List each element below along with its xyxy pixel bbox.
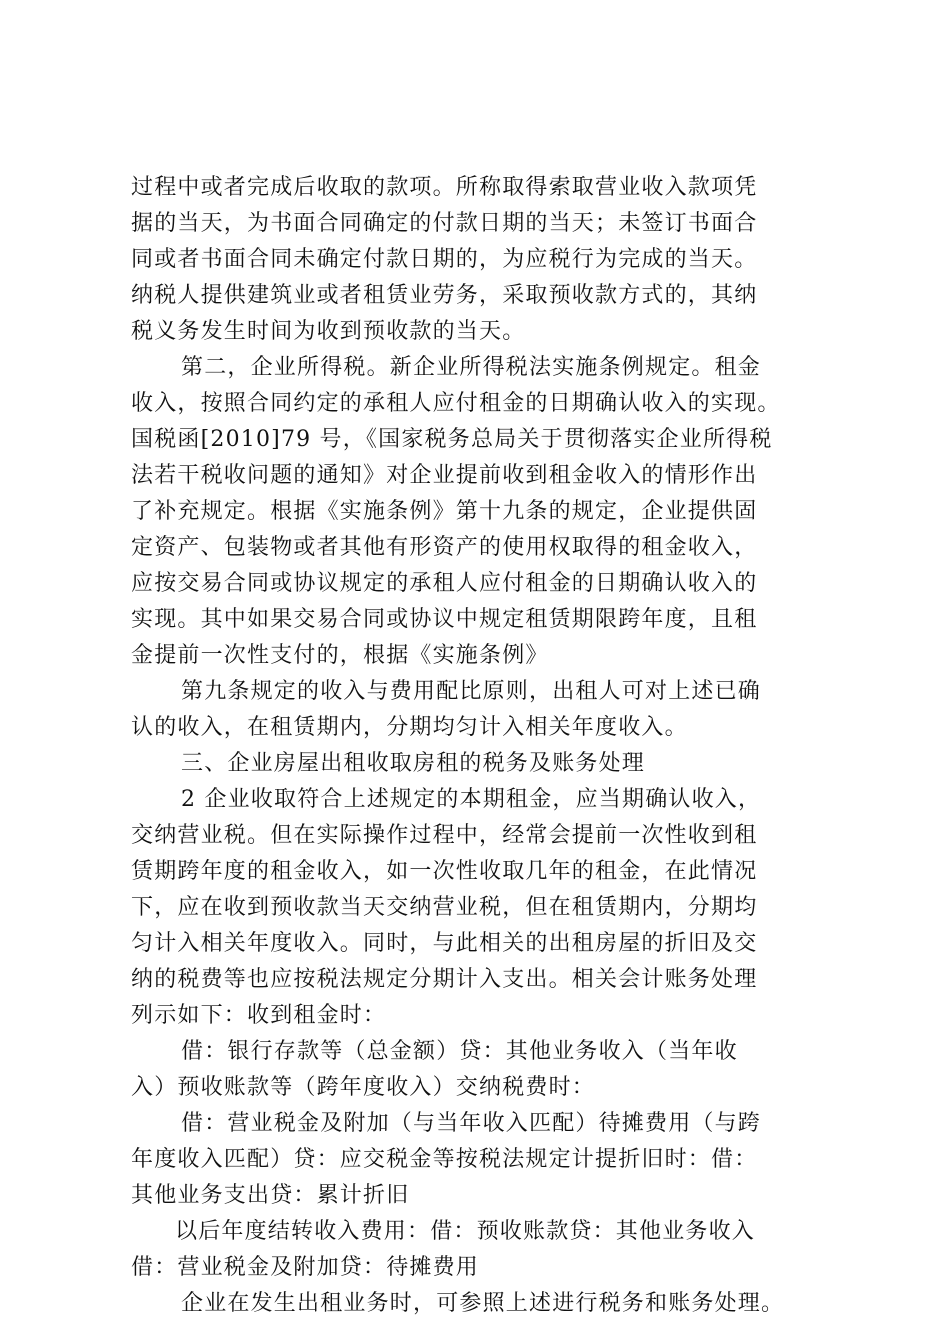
text-line: 列示如下：收到租金时： xyxy=(131,1003,387,1028)
text-line: 赁期跨年度的租金收入，如一次性收取几年的租金，在此情况 xyxy=(131,859,758,884)
paragraph-start-line: 借：营业税金及附加（与当年收入匹配）待摊费用（与跨 xyxy=(181,1111,762,1136)
text-line: 下，应在收到预收款当天交纳营业税，但在租赁期内，分期均 xyxy=(131,895,758,920)
text-line: 过程中或者完成后收取的款项。所称取得索取营业收入款项凭 xyxy=(131,175,758,200)
text-line: 定资产、包装物或者其他有形资产的使用权取得的租金收入， xyxy=(131,535,758,560)
text-line: 同或者书面合同未确定付款日期的，为应税行为完成的当天。 xyxy=(131,247,758,272)
paragraph-start-line: 企业在发生出租业务时，可参照上述进行税务和账务处理。 xyxy=(181,1291,785,1316)
text-line: 其他业务支出贷：累计折旧 xyxy=(131,1183,410,1208)
text-line: 法若干税收问题的通知》对企业提前收到租金收入的情形作出 xyxy=(131,463,758,488)
text-line: 纳税人提供建筑业或者租赁业劳务，采取预收款方式的，其纳 xyxy=(131,283,758,308)
text-line: 据的当天，为书面合同确定的付款日期的当天；未签订书面合 xyxy=(131,211,758,236)
paragraph-start-line: 2 企业收取符合上述规定的本期租金，应当期确认收入， xyxy=(181,787,762,812)
text-line: 年度收入匹配）贷：应交税金等按税法规定计提折旧时：借： xyxy=(131,1147,758,1172)
paragraph-start-line: 第二，企业所得税。新企业所得税法实施条例规定。租金 xyxy=(181,355,762,380)
text-line: 应按交易合同或协议规定的承租人应付租金的日期确认收入的 xyxy=(131,571,758,596)
paragraph-start-line: 以后年度结转收入费用：借：预收账款贷：其他业务收入 xyxy=(175,1219,756,1244)
text-line: 税义务发生时间为收到预收款的当天。 xyxy=(131,319,526,344)
document-body xyxy=(131,170,851,1322)
text-line: 入）预收账款等（跨年度收入）交纳税费时： xyxy=(131,1075,596,1100)
section-heading: 三、企业房屋出租收取房租的税务及账务处理 xyxy=(181,751,646,776)
text-line: 纳的税费等也应按税法规定分期计入支出。相关会计账务处理 xyxy=(131,967,758,992)
text-line: 国税函[2010]79 号，《国家税务总局关于贯彻落实企业所得税 xyxy=(131,427,773,452)
text-line: 交纳营业税。但在实际操作过程中，经常会提前一次性收到租 xyxy=(131,823,758,848)
paragraph-start-line: 借：银行存款等（总金额）贷：其他业务收入（当年收 xyxy=(181,1039,738,1064)
paragraph-start-line: 第九条规定的收入与费用配比原则，出租人可对上述已确 xyxy=(181,679,762,704)
text-line: 收入，按照合同约定的承租人应付租金的日期确认收入的实现。 xyxy=(131,391,781,416)
text-line: 认的收入，在租赁期内，分期均匀计入相关年度收入。 xyxy=(131,715,688,740)
text-line: 借：营业税金及附加贷：待摊费用 xyxy=(131,1255,480,1280)
text-line: 了补充规定。根据《实施条例》第十九条的规定，企业提供固 xyxy=(131,499,758,524)
text-line: 金提前一次性支付的，根据《实施条例》 xyxy=(131,643,549,668)
text-line: 实现。其中如果交易合同或协议中规定租赁期限跨年度，且租 xyxy=(131,607,758,632)
text-line: 匀计入相关年度收入。同时，与此相关的出租房屋的折旧及交 xyxy=(131,931,758,956)
